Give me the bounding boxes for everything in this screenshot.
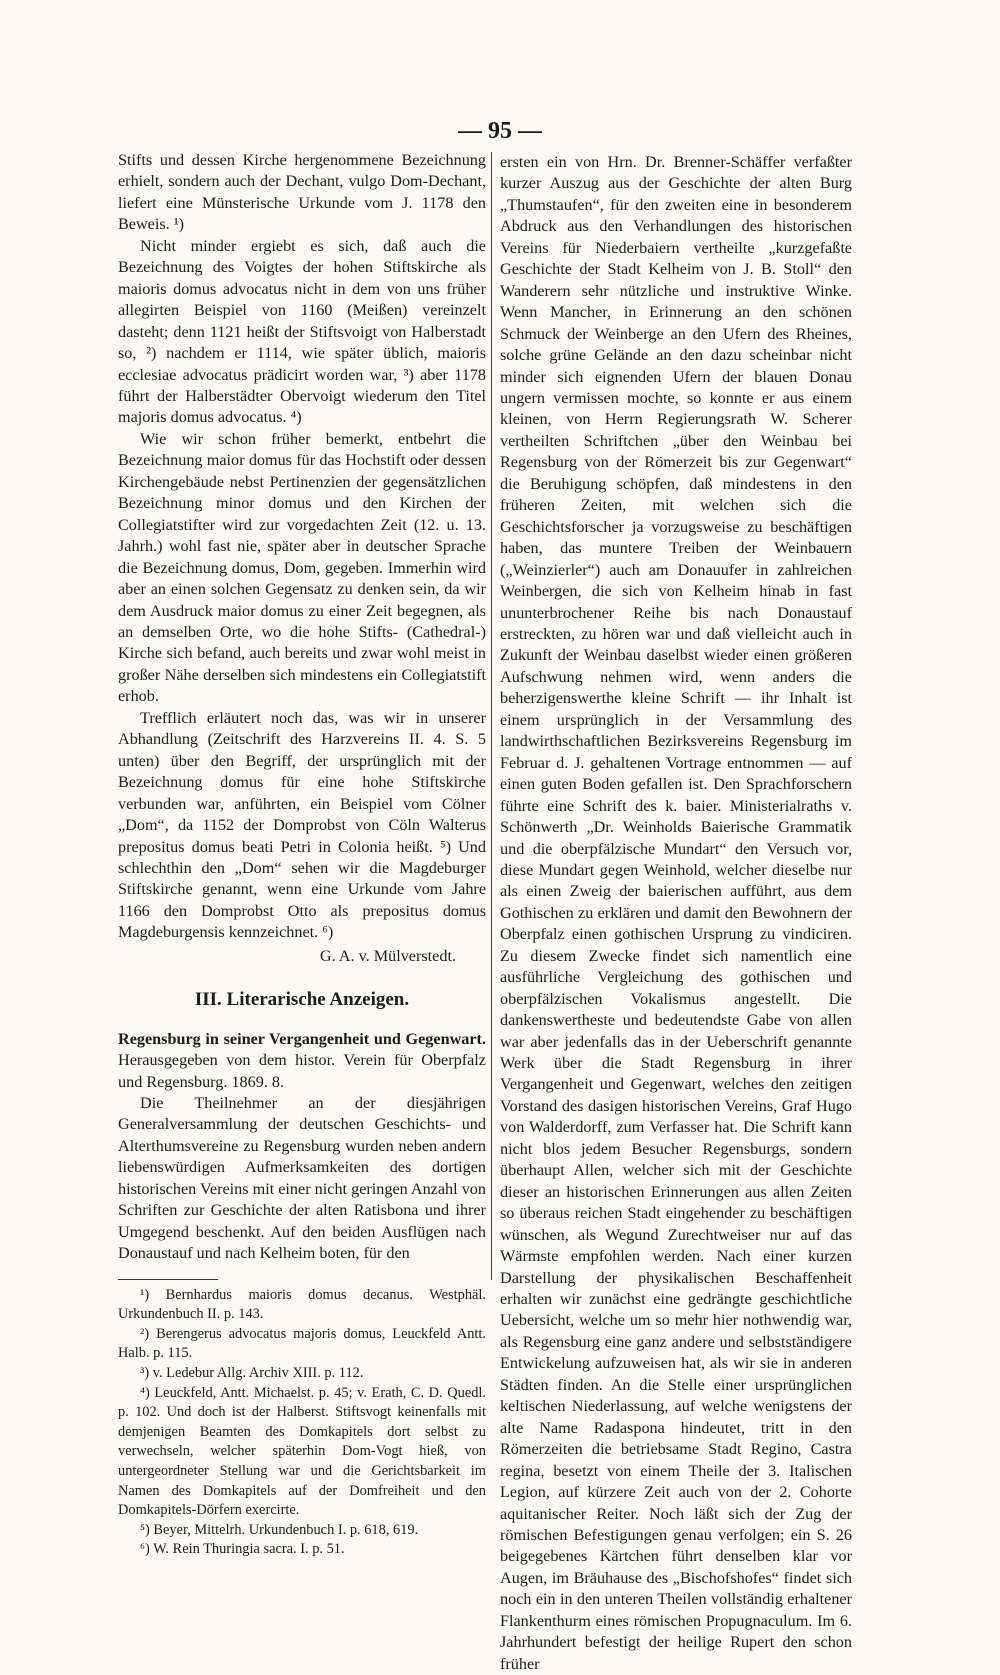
- footnote: ²) Berengerus advocatus majoris domus, Leuckfeld Antt. Halb. p. 115.: [118, 1325, 486, 1362]
- footnotes: [118, 1286, 486, 1560]
- review-paragraph: Die Theilnehmer an der diesjährigen Generalversammlung der deutschen Geschichts- und Alterthumsvereine zu Regensburg wurden neben andern liebenswürdigen Aufmerksamkeiten des dortigen historischen Vereins mit einer nicht geringen Anzahl von Schriften zur Geschichte der alten Ratisbona und ihrer Umgegend beschenkt. Auf den beiden Ausflügen nach Donaustauf und nach Kelheim boten, für den: [118, 1094, 486, 1263]
- paragraph: Trefflich erläutert noch das, was wir in unserer Abhandlung (Zeitschrift des Harzvereins II. 4. S. 5 unten) über den Begriff, der ursprünglich mit der Bezeichnung domus für eine hohe Stiftskirche verbunden war, anführten, ein Beispiel vom Cölner „Dom“, da 1152 der Domprobst von Cöln Walterus prepositus domus beati Petri in Colonia heißt. ⁵) Und schlechthin den „Dom“ sehen wir die Magdeburger Stiftskirche genannt, wenn eine Urkunde vom Jahre 1166 den Domprobst Otto als prepositus domus Magdeburgensis kennzeichnet. ⁶): [118, 708, 486, 942]
- left-column: [118, 150, 486, 1560]
- column-divider: [491, 152, 492, 1280]
- paragraph: Stifts und dessen Kirche hergenommene Bezeichnung erhielt, sondern auch der Dechant, vulgo Dom-Dechant, liefert eine Münsterische Urkunde vom J. 1178 den Beweis. ¹): [118, 151, 486, 234]
- footnote: ¹) Bernhardus maioris domus decanus. Westphäl. Urkundenbuch II. p. 143.: [118, 1286, 486, 1323]
- section-heading: III. Literarische Anzeigen.: [194, 989, 410, 1011]
- footnote: ³) v. Ledebur Allg. Archiv XIII. p. 112.: [140, 1365, 364, 1382]
- paragraph: Nicht minder ergiebt es sich, daß auch die Bezeichnung des Voigtes der hohen Stiftskirche als maioris domus advocatus nicht in dem von uns früher allegirten Beispiel von 1160 (Meißen) vereinzelt dasteht; denn 1121 heißt der Stiftsvoigt von Halberstadt so, ²) nachdem er 1114, wie später üblich, maioris ecclesiae advocatus prädicirt worden war, ³) aber 1178 führt der Halberstädter Obervoigt wiederum den Titel majoris domus advocatus. ⁴): [118, 236, 486, 427]
- footnote: ⁵) Beyer, Mittelrh. Urkundenbuch I. p. 618, 619.: [140, 1521, 419, 1538]
- book-meta: Herausgegeben von dem histor. Verein für Oberpfalz und Regensburg. 1869. 8.: [118, 1051, 486, 1091]
- paragraph: Wie wir schon früher bemerkt, entbehrt die Bezeichnung maior domus für das Hochstift oder dessen Kirchengebäude nebst Pertinenzien der gegensätzlichen Bezeichnung minor domus und den Kirchen der Collegiatstifter wird zur vorgedachten Zeit (12. u. 13. Jahrh.) wohl fast nie, später aber in deutscher Sprache die Bezeichnung domus, Dom, gegeben. Immerhin wird aber an einen solchen Gegensatz zu denken sein, da wir dem Ausdruck maior domus zu einer Zeit begegnen, als an demselben Orte, wo die hohe Stifts- (Cathedral-) Kirche sich befand, auch bereits und zwar wohl meist in großer Nähe derselben sich mindestens ein Collegiatstift erhob.: [118, 429, 486, 706]
- author-signature: G. A. v. Mülverstedt.: [319, 946, 456, 965]
- page-number: — 95 —: [458, 118, 542, 144]
- book-title: Regensburg in seiner Vergangenheit und Gegenwart.: [118, 1029, 486, 1048]
- footnote: ⁴) Leuckfeld, Antt. Michaelst. p. 45; v. Erath, C. D. Quedl. p. 102. Und doch ist der Halberst. Stiftsvogt keinenfalls mit demjenigen Beamten des Domkapitels dort selbst zu verwechseln, welcher späterhin Dom-Vogt hieß, von untergeordneter Stellung war und die Gerichtsbarkeit im Namen des Domkapitels auf der Domfreiheit und den Domkapitels-Dörfern exercirte.: [118, 1384, 486, 1519]
- book-entry: [118, 1029, 486, 1093]
- footnote-rule: [118, 1279, 218, 1280]
- footnote: ⁶) W. Rein Thuringia sacra. I. p. 51.: [140, 1541, 345, 1558]
- paragraph: ersten ein von Hrn. Dr. Brenner-Schäffer verfaßter kurzer Auszug aus der Geschichte der alten Burg „Thumstaufen“, für den zweiten eine in besonderem Abdruck aus den Verhandlungen des historischen Vereins für Niederbaiern vertheilte „kurzgefaßte Geschichte der Stadt Kelheim von J. B. Stoll“ den Wanderern sehr nützliche und instruktive Winke. Wenn Mancher, in Erinnerung an den schönen Schmuck der Weinberge an den Ufern des Rheines, solche grüne Gelände an den dazu scheinbar nicht minder sich eignenden Ufern der blauen Donau ungern vermissen mochte, so konnte er aus einem kleinen, von Herrn Regierungsrath W. Scherer vertheilten Schriftchen „über den Weinbau bei Regensburg von der Römerzeit bis zur Gegenwart“ die Beruhigung schöpfen, daß mindestens in den früheren Zeiten, mit welchen sich die Geschichtsforscher ja vorzugsweise zu beschäftigen haben, das muntere Treiben der Weinbauern („Weinzierler“) auch am Donauufer in zahlreichen Weinbergen, die sich von Kelheim hinab in fast ununterbrochener Reihe bis nach Donaustauf erstreckten, zu hören war und daß vielleicht auch in Zukunft der Weinbau daselbst wieder einen größeren Aufschwung nehmen wird, wenn anders die beherzigenswerthe kleine Schrift — ihr Inhalt ist einem ursprünglich in der Versammlung des landwirthschaftlichen Bezirksvereins Regensburg im Februar d. J. gehaltenen Vortrage entnommen — auf einen guten Boden gefallen ist. Den Sprachforschern führte eine Schrift des k. baier. Ministerialraths v. Schönwerth „Dr. Weinholds Baierische Grammatik und die oberpfälzische Mundart“ den Versuch vor, diese Mundart gegen Weinhold, welcher dieselbe nur als einen Zweig der baierischen aufführt, aus dem Gothischen zu erklären und damit den Bewohnern der Oberpfalz einen gothischen Ursprung zu vindiciren. Zu diesem Zwecke findet sich namentlich eine ausführliche Vergleichung des gothischen und oberpfälzischen Vokalismus angestellt. Die dankenswertheste und bedeutendste Gabe von allen war aber jedenfalls das in der Ueberschrift genannte Werk über die Stadt Regensburg in ihrer Vergangenheit und Gegenwart, welches den zeitigen Vorstand des dasigen historischen Vereins, Graf Hugo von Walderdorff, zum Verfasser hat. Die Schrift kann nicht blos jedem Besucher Regensburgs, sondern überhaupt Allen, welcher sich mit der Geschichte dieser an historischen Erinnerungen aus allen Zeiten so überaus reichen Stadt eingehender zu beschäftigen wünschen, als Wegund Zurechtweiser nur auf das Wärmste empfohlen werden. Nach einer kurzen Darstellung der physikalischen Beschaffenheit erhalten wir zunächst eine gedrängte geschichtliche Uebersicht, welche um so mehr hier nothwendig war, als Regensburg eine ganz andere und selbstständigere Entwickelung aufzuweisen hat, als wir sie in anderen Städten finden. An die Stelle einer ursprünglichen keltischen Niederlassung, auf welche wenigstens der alte Name Radaspona hindeutet, tritt in den Römerzeiten die betriebsame Stadt Regino, Castra regina, besetzt von einem Theile der 3. Italischen Legion, auf kürzere Zeit auch von der 2. Cohorte aquitanischer Reiter. Noch läßt sich der Zug der römischen Befestigungen genau verfolgen; ein S. 26 beigegebenes Kärtchen führt denselben klar vor Augen, im Bräuhause des „Bischofshofes“ findet sich noch ein in den unteren Theilen vollständig erhaltener Flankenthurm eines römischen Propugnaculum. Im 6. Jahrhundert befestigt der heilige Rupert den schon früher: [500, 153, 852, 1673]
- right-column: [500, 152, 852, 1675]
